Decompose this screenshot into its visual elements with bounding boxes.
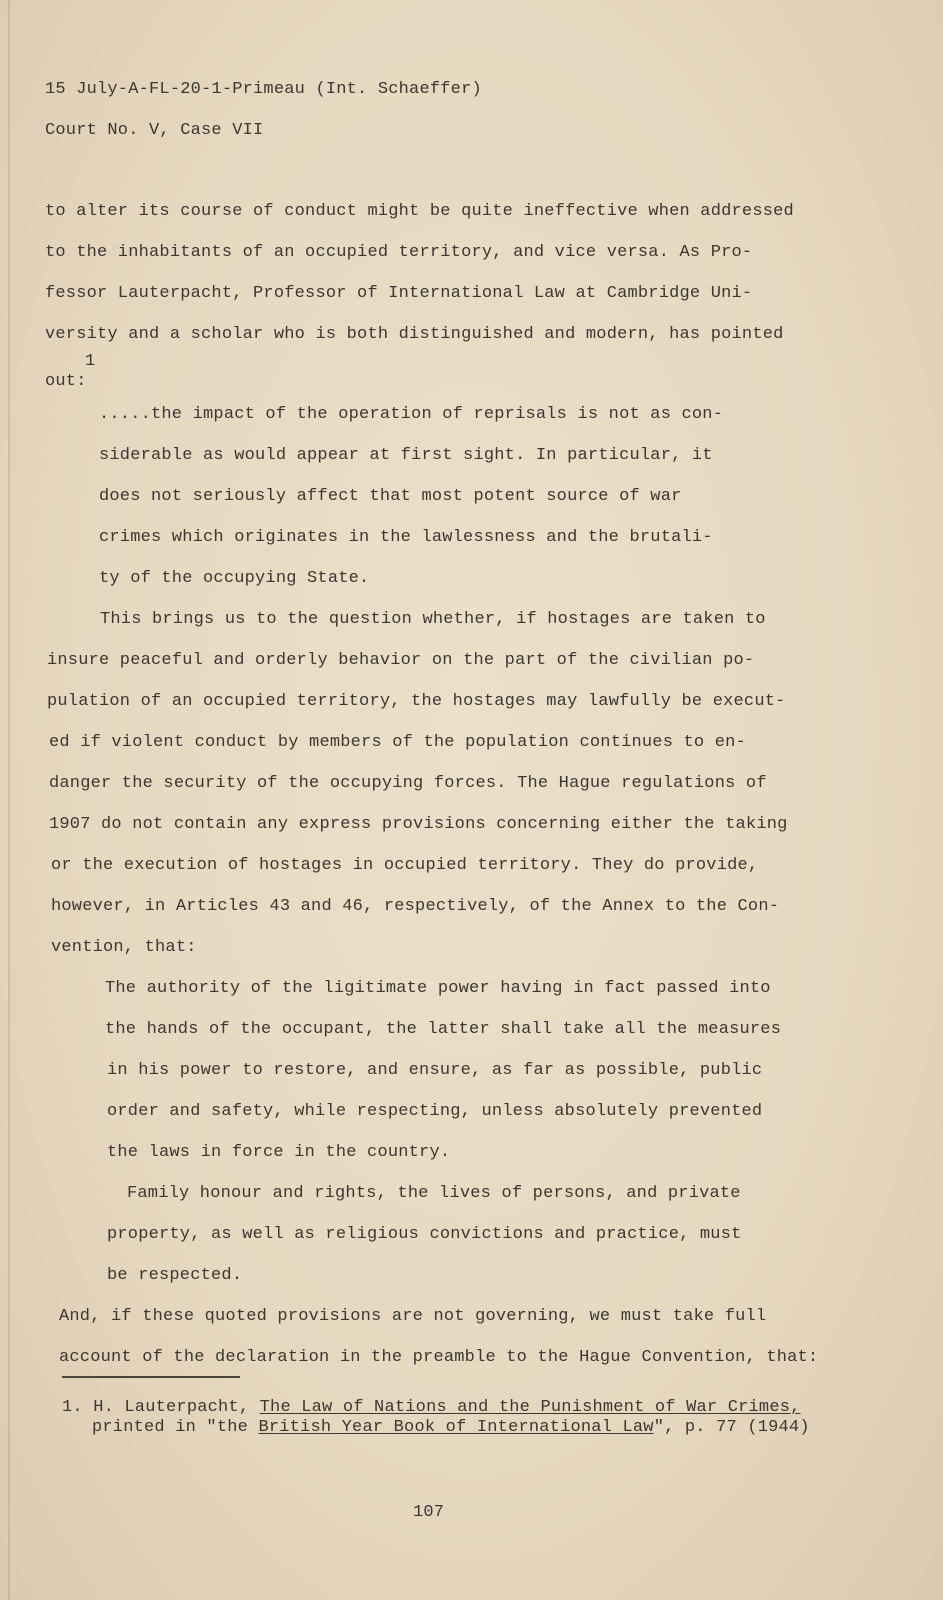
footnote-marker: 1 [85, 352, 96, 371]
quote-line: does not seriously affect that most potent source of war [99, 487, 682, 506]
footnote-source-post: ", p. 77 (1944) [653, 1418, 810, 1437]
body-line: danger the security of the occupying forces. The Hague regulations of [49, 774, 767, 793]
body-line: or the execution of hostages in occupied territory. They do provide, [51, 856, 759, 875]
body-line: pulation of an occupied territory, the hostages may lawfully be execut- [47, 692, 786, 711]
body-line: to the inhabitants of an occupied territory, and vice versa. As Pro- [45, 243, 753, 262]
quote-line: .....the impact of the operation of reprisals is not as con- [99, 405, 724, 424]
document-id: 15 July-A-FL-20-1-Primeau (Int. Schaeffer) [45, 80, 482, 99]
page-number: 107 [413, 1503, 445, 1522]
quote-line: the hands of the occupant, the latter shall take all the measures [105, 1020, 782, 1039]
quote-line: the laws in force in the country. [107, 1143, 451, 1162]
body-line: vention, that: [51, 938, 197, 957]
body-line: insure peaceful and orderly behavior on the part of the civilian po- [47, 651, 755, 670]
quote-line: crimes which originates in the lawlessness and the brutali- [99, 528, 713, 547]
quote-line: order and safety, while respecting, unless absolutely prevented [107, 1102, 763, 1121]
quote-line: ty of the occupying State. [99, 569, 370, 588]
body-line: account of the declaration in the preamble to the Hague Convention, that: [59, 1348, 819, 1367]
footnote-author: 1. H. Lauterpacht, [62, 1398, 260, 1417]
body-line: however, in Articles 43 and 46, respectively, of the Annex to the Con- [51, 897, 780, 916]
quote-line: be respected. [107, 1266, 243, 1285]
quote-line: siderable as would appear at first sight. In particular, it [99, 446, 713, 465]
body-line: ed if violent conduct by members of the population continues to en- [49, 733, 746, 752]
footnote-line-1 [62, 1398, 801, 1418]
body-line: out: [45, 372, 87, 391]
footnote-title: The Law of Nations and the Punishment of War Crimes, [259, 1398, 801, 1417]
body-line: And, if these quoted provisions are not governing, we must take full [59, 1307, 767, 1326]
footnote-divider [62, 1376, 240, 1378]
footnote-source-title: British Year Book of International Law [258, 1418, 654, 1437]
body-line: fessor Lauterpacht, Professor of International Law at Cambridge Uni- [45, 284, 753, 303]
footnote-line-2 [92, 1418, 810, 1438]
quote-line: The authority of the ligitimate power having in fact passed into [105, 979, 771, 998]
quote-line: Family honour and rights, the lives of persons, and private [127, 1184, 741, 1203]
quote-line: property, as well as religious convictions and practice, must [107, 1225, 742, 1244]
court-case: Court No. V, Case VII [45, 121, 264, 140]
body-line: This brings us to the question whether, if hostages are taken to [100, 610, 766, 629]
footnote-source-pre: printed in "the [92, 1418, 259, 1437]
body-line: 1907 do not contain any express provisions concerning either the taking [49, 815, 788, 834]
quote-line: in his power to restore, and ensure, as far as possible, public [107, 1061, 763, 1080]
body-line: versity and a scholar who is both distinguished and modern, has pointed [45, 325, 784, 344]
body-line: to alter its course of conduct might be quite ineffective when addressed [45, 202, 794, 221]
